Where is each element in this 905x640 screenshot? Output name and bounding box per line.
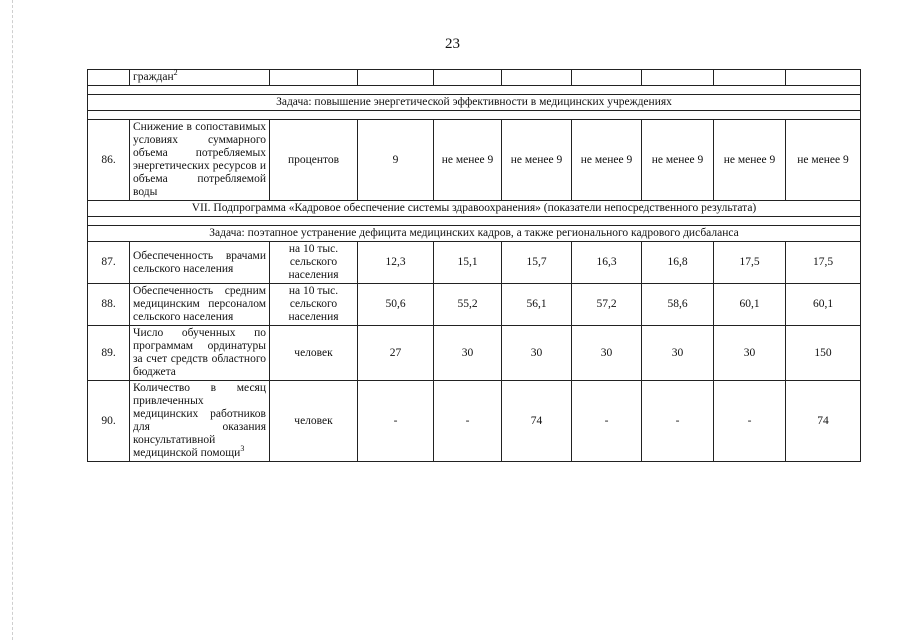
value-cell: 16,8 — [642, 242, 714, 284]
row-number-cell: 90. — [88, 381, 130, 462]
indicator-cell: граждан$^2$ — [130, 70, 270, 86]
table-row — [88, 242, 861, 284]
value-cell: не менее 9 — [572, 120, 642, 201]
section-row-personnel — [88, 226, 861, 242]
value-cell: 16,3 — [572, 242, 642, 284]
subprogram-heading: VII. Подпрограмма «Кадровое обеспечение системы здравоохранения» (показатели непосредственного результата) — [88, 201, 861, 217]
row-number-cell: 88. — [88, 284, 130, 326]
value-cell: 57,2 — [572, 284, 642, 326]
value-cell: 30 — [714, 326, 786, 381]
footnote-mark: 3 — [240, 444, 245, 454]
value-cell: - — [642, 381, 714, 462]
value-cell: 60,1 — [786, 284, 861, 326]
spacer-cell — [88, 86, 861, 95]
indicator-cell: Снижение в сопоставимых условиях суммарного объема потребляемых энергетических ресурсов и объема потребляемой воды — [130, 120, 270, 201]
value-cell: не менее 9 — [434, 120, 502, 201]
value-cell — [502, 70, 572, 86]
table-row-continuation — [88, 70, 861, 86]
task-personnel-heading: Задача: поэтапное устранение дефицита медицинских кадров, а также регионального кадрового дисбаланса — [88, 226, 861, 242]
value-cell: не менее 9 — [502, 120, 572, 201]
unit-cell: процентов — [270, 120, 358, 201]
row-number-cell — [88, 70, 130, 86]
value-cell: 12,3 — [358, 242, 434, 284]
unit-cell: на 10 тыс. сельского населения — [270, 242, 358, 284]
indicator-cell: Количество в месяц привлеченных медицинских работников для оказания консультативной медицинской помощи$^3$ — [130, 381, 270, 462]
value-cell: - — [714, 381, 786, 462]
value-cell: 150 — [786, 326, 861, 381]
value-cell: 30 — [642, 326, 714, 381]
value-cell — [714, 70, 786, 86]
value-cell: 56,1 — [502, 284, 572, 326]
section-row-energy — [88, 95, 861, 111]
value-cell — [786, 70, 861, 86]
value-cell: - — [434, 381, 502, 462]
value-cell: 30 — [572, 326, 642, 381]
value-cell — [642, 70, 714, 86]
unit-cell — [270, 70, 358, 86]
spacer-row — [88, 111, 861, 120]
value-cell — [358, 70, 434, 86]
value-cell: 74 — [502, 381, 572, 462]
unit-cell: человек — [270, 381, 358, 462]
section-row-subprogram — [88, 201, 861, 217]
unit-cell: на 10 тыс. сельского населения — [270, 284, 358, 326]
value-cell: 15,1 — [434, 242, 502, 284]
table-row — [88, 284, 861, 326]
value-cell: 27 — [358, 326, 434, 381]
indicator-cell: Обеспеченность врачами сельского населения — [130, 242, 270, 284]
value-cell: не менее 9 — [642, 120, 714, 201]
unit-cell: человек — [270, 326, 358, 381]
value-cell: 50,6 — [358, 284, 434, 326]
value-cell: 55,2 — [434, 284, 502, 326]
spacer-row — [88, 86, 861, 95]
spacer-cell — [88, 111, 861, 120]
task-energy-heading: Задача: повышение энергетической эффективности в медицинских учреждениях — [88, 95, 861, 111]
page-number: 23 — [445, 36, 460, 52]
row-number-cell: 89. — [88, 326, 130, 381]
table-body — [88, 70, 861, 462]
spacer-row — [88, 217, 861, 226]
value-cell — [434, 70, 502, 86]
indicator-cell: Обеспеченность средним медицинским персоналом сельского населения — [130, 284, 270, 326]
value-cell: 60,1 — [714, 284, 786, 326]
value-cell: 74 — [786, 381, 861, 462]
value-cell: 9 — [358, 120, 434, 201]
value-cell: 30 — [434, 326, 502, 381]
table-row — [88, 326, 861, 381]
row-number-cell: 86. — [88, 120, 130, 201]
value-cell: 15,7 — [502, 242, 572, 284]
value-cell: - — [572, 381, 642, 462]
indicator-cell: Число обученных по программам ординатуры за счет средств областного бюджета — [130, 326, 270, 381]
value-cell: не менее 9 — [714, 120, 786, 201]
value-cell — [572, 70, 642, 86]
value-cell: 17,5 — [714, 242, 786, 284]
scan-edge-line — [12, 0, 13, 640]
value-cell: не менее 9 — [786, 120, 861, 201]
value-cell: 17,5 — [786, 242, 861, 284]
value-cell: 58,6 — [642, 284, 714, 326]
spacer-cell — [88, 217, 861, 226]
footnote-mark: 2 — [173, 68, 178, 78]
table-row — [88, 381, 861, 462]
indicators-table — [87, 69, 861, 462]
row-number-cell: 87. — [88, 242, 130, 284]
table-row — [88, 120, 861, 201]
value-cell: - — [358, 381, 434, 462]
value-cell: 30 — [502, 326, 572, 381]
